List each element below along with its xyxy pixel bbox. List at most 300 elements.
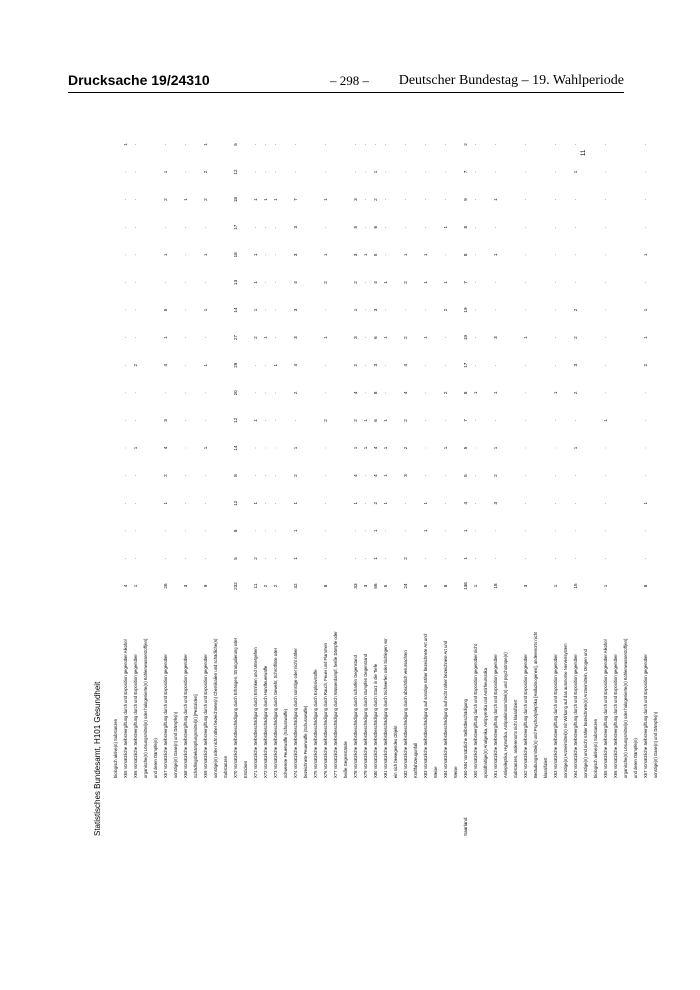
table-row	[223, 116, 233, 836]
table-cell: ·	[403, 226, 408, 228]
row-label: X83 Vorsätzliche Selbstbeschädigung auf sonstige näher bezeichnete Art und	[423, 634, 428, 778]
table-row	[503, 116, 513, 836]
table-cell: ·	[553, 171, 558, 173]
table-row	[453, 116, 463, 836]
table-row	[643, 116, 653, 836]
table-cell: 4	[373, 281, 378, 284]
table-row	[313, 116, 323, 836]
table-cell: ·	[383, 530, 388, 532]
table-cell: ·	[273, 309, 278, 311]
table-cell: ·	[553, 419, 558, 422]
table-cell: ·	[183, 226, 188, 228]
table-cell: 1	[473, 584, 478, 588]
table-cell: ·	[263, 226, 268, 228]
table-cell: ·	[423, 364, 428, 366]
row-label: X62 Vorsätzliche Selbstvergiftung durch und Exposition gegenüber	[523, 654, 528, 778]
table-cell: ·	[123, 226, 128, 228]
table-cell: ·	[203, 336, 208, 339]
table-cell: ·	[553, 281, 558, 284]
table-cell: ·	[133, 392, 138, 394]
table-cell: ·	[473, 336, 478, 339]
row-label: X67 Vorsätzliche Selbstvergiftung durch und Exposition gegenüber	[643, 654, 648, 778]
page-header	[68, 72, 624, 94]
table-cell: ·	[603, 226, 608, 228]
table-cell: ·	[553, 309, 558, 311]
table-cell: 2	[293, 391, 298, 395]
table-cell: ·	[643, 557, 648, 560]
table-cell: ·	[273, 336, 278, 339]
table-cell: 1	[353, 501, 358, 505]
table-row	[363, 116, 373, 836]
table-cell: ·	[203, 392, 208, 394]
table-cell: ·	[203, 419, 208, 422]
table-cell: ·	[603, 254, 608, 256]
table-cell: ·	[643, 474, 648, 477]
table-cell: ·	[443, 502, 448, 504]
row-label: X80 Vorsätzliche Selbstbeschädigung durch Sturz in die Tiefe	[373, 663, 378, 778]
table-row	[143, 116, 153, 836]
row-label: X71 Vorsätzliche Selbstbeschädigung durch Ertrinken und Untergehen	[253, 647, 258, 778]
row-label: X78 Vorsätzliche Selbstbeschädigung durch scharfen Gegenstand	[353, 655, 358, 778]
table-cell: ·	[573, 474, 578, 477]
table-cell: ·	[133, 419, 138, 422]
table-cell: ·	[423, 226, 428, 228]
table-row	[203, 116, 213, 836]
table-cell: ·	[523, 281, 528, 284]
table-cell: ·	[273, 226, 278, 228]
table-cell: ·	[263, 364, 268, 366]
table-cell: ·	[123, 530, 128, 532]
table-cell: 1	[383, 336, 388, 339]
row-label: X66 Vorsätzliche Selbstvergiftung durch und Exposition gegenüber	[133, 654, 138, 778]
table-cell: 8	[443, 584, 448, 588]
table-cell: ·	[383, 143, 388, 146]
table-cell: 15	[573, 583, 578, 589]
table-cell: 12	[233, 169, 238, 175]
table-cell: ·	[133, 474, 138, 477]
table-cell: 1	[363, 419, 368, 422]
table-cell: 2	[353, 419, 358, 422]
table-cell: ·	[323, 143, 328, 146]
table-cell: ·	[493, 226, 498, 228]
table-cell: ·	[123, 281, 128, 284]
table-cell: 1	[183, 198, 188, 201]
row-label: X65 Vorsätzliche Selbstvergiftung durch und Exposition gegenüber Alkohol	[603, 639, 608, 778]
table-cell: ·	[443, 364, 448, 366]
table-cell: ·	[573, 502, 578, 504]
table-cell: ·	[253, 226, 258, 228]
table-cell: 2	[353, 281, 358, 284]
table-cell: ·	[183, 557, 188, 560]
table-cell: ·	[323, 392, 328, 394]
table-row	[263, 116, 273, 836]
table-cell: ·	[203, 557, 208, 560]
table-cell: 1	[443, 446, 448, 450]
table-cell: ·	[523, 309, 528, 311]
table-cell: 1	[553, 391, 558, 395]
table-cell: 1	[323, 336, 328, 339]
table-row	[493, 116, 503, 836]
table-cell: ·	[273, 254, 278, 256]
table-row	[343, 116, 353, 836]
table-source-title: Statistisches Bundesamt, H101 Gesundheit	[93, 681, 102, 836]
table-cell: ·	[183, 281, 188, 284]
table-cell: ·	[323, 557, 328, 560]
table-cell: ·	[133, 502, 138, 504]
table-cell: 5	[423, 584, 428, 588]
table-cell: ·	[123, 502, 128, 504]
table-cell: ·	[423, 419, 428, 422]
table-cell: ·	[363, 392, 368, 394]
table-cell: ·	[183, 309, 188, 311]
table-cell: ·	[363, 364, 368, 366]
table-cell: ·	[403, 171, 408, 173]
table-cell: ·	[263, 309, 268, 311]
table-cell: 18	[233, 197, 238, 203]
table-cell: ·	[263, 171, 268, 173]
table-cell: ·	[473, 364, 478, 366]
table-cell: 2	[203, 170, 208, 174]
table-cell: 1	[383, 281, 388, 284]
table-cell: ·	[203, 530, 208, 532]
table-cell: ·	[293, 419, 298, 422]
table-cell: 29	[233, 362, 238, 368]
table-cell: 18	[493, 583, 498, 589]
table-cell: 3	[353, 336, 358, 339]
table-cell: ·	[553, 336, 558, 339]
table-cell: ·	[553, 530, 558, 532]
table-cell: 2	[403, 446, 408, 450]
table-cell: ·	[523, 557, 528, 560]
table-cell: ·	[133, 198, 138, 201]
table-cell: ·	[353, 171, 358, 173]
table-cell: ·	[573, 254, 578, 256]
table-cell: ·	[253, 474, 258, 477]
table-row	[613, 116, 623, 836]
table-cell: 1	[573, 446, 578, 450]
row-label: organische(n) Lösungsmittel(n) oder halogenierte(n) Kohlenwasserstoff(en)	[623, 638, 628, 778]
row-label: organische(n) Lösungsmittel(n) oder halogenierte(n) Kohlenwasserstoff(en)	[143, 638, 148, 778]
table-cell: 1	[373, 529, 378, 533]
table-cell: ·	[253, 392, 258, 394]
table-cell: ·	[123, 364, 128, 366]
table-cell: ·	[553, 447, 558, 449]
table-cell: ·	[163, 530, 168, 532]
table-cell: 1	[463, 529, 468, 533]
table-cell: 4	[163, 363, 168, 367]
table-cell: ·	[183, 171, 188, 173]
table-cell: ·	[183, 336, 188, 339]
table-cell: 3	[403, 474, 408, 477]
table-cell: ·	[443, 474, 448, 477]
table-cell: ·	[473, 281, 478, 284]
table-cell: ·	[523, 392, 528, 394]
table-cell: ·	[263, 143, 268, 146]
table-cell: ·	[203, 502, 208, 504]
table-cell: ·	[523, 502, 528, 504]
table-cell: ·	[163, 281, 168, 284]
row-label: Schädlingsbekämpfungsmittel(n) [Pestiziden]	[193, 694, 198, 778]
row-label: Weise	[453, 766, 458, 778]
table-cell: 1	[493, 198, 498, 201]
table-cell: 1	[373, 557, 378, 560]
table-cell: ·	[163, 143, 168, 146]
drucksache-number: Drucksache 19/24310	[68, 72, 210, 88]
table-cell: ·	[403, 502, 408, 504]
table-cell: ·	[203, 281, 208, 284]
table-cell: ·	[363, 336, 368, 339]
table-row	[123, 116, 133, 836]
table-cell: 7	[463, 419, 468, 422]
table-cell: ·	[263, 502, 268, 504]
table-cell: 2	[573, 336, 578, 339]
table-cell: 3	[353, 198, 358, 201]
table-cell: 3	[573, 363, 578, 367]
row-label: X60-X84 Vorsätzliche Selbstbeschädigung	[463, 699, 468, 778]
row-label: und deren Dämpfe(n)	[153, 738, 158, 778]
table-cell: ·	[473, 254, 478, 256]
table-cell: ·	[363, 474, 368, 477]
table-cell: ·	[603, 171, 608, 173]
table-cell: 1	[493, 253, 498, 257]
table-row	[403, 116, 413, 836]
table-cell: ·	[253, 447, 258, 449]
table-row	[113, 116, 123, 836]
row-label: X84 Vorsätzliche Selbstbeschädigung auf nicht näher bezeichnete Art und	[443, 640, 448, 778]
table-cell: ·	[123, 419, 128, 422]
table-row	[273, 116, 283, 836]
table-cell: ·	[133, 530, 138, 532]
table-cell: ·	[603, 447, 608, 449]
table-cell: 2	[263, 584, 268, 588]
table-cell: ·	[553, 254, 558, 256]
table-row	[393, 116, 403, 836]
table-cell: 4	[353, 391, 358, 395]
table-cell: ·	[423, 557, 428, 560]
table-cell: 2	[253, 336, 258, 339]
table-cell: 3	[293, 336, 298, 339]
table-cell: 1	[493, 446, 498, 450]
table-cell: ·	[133, 226, 138, 228]
table-cell: 2	[163, 474, 168, 477]
table-row	[573, 116, 583, 836]
table-cell: ·	[323, 530, 328, 532]
table-cell: ·	[493, 309, 498, 311]
table-cell: ·	[323, 474, 328, 477]
table-cell: 1	[423, 253, 428, 257]
table-cell: ·	[523, 226, 528, 228]
table-row	[333, 116, 343, 836]
table-cell: 14	[233, 307, 238, 313]
table-cell: ·	[293, 171, 298, 173]
table-cell: ·	[323, 447, 328, 449]
table-cell: 3	[293, 308, 298, 312]
table-row	[153, 116, 163, 836]
table-cell: ·	[553, 502, 558, 504]
table-cell: 1	[473, 391, 478, 395]
row-label: ein sich bewegendes Objekt	[393, 725, 398, 778]
table-cell: 1	[443, 281, 448, 284]
table-cell: ·	[263, 530, 268, 532]
table-cell: ·	[603, 474, 608, 477]
table-cell: ·	[383, 254, 388, 256]
table-cell: ·	[573, 419, 578, 422]
table-cell: 14	[233, 445, 238, 451]
table-cell: ·	[363, 198, 368, 201]
table-cell: 2	[403, 336, 408, 339]
table-cell: ·	[123, 254, 128, 256]
table-row	[243, 116, 253, 836]
table-cell: ·	[123, 557, 128, 560]
table-cell: 18	[233, 252, 238, 258]
table-cell: 11	[253, 583, 258, 589]
row-label: X82 Vorsätzliche Selbstbeschädigung durch absichtlich verursachten	[403, 650, 408, 778]
row-label: X60 Vorsätzliche Selbstvergiftung durch und Exposition gegenüber nicht	[473, 644, 478, 778]
table-cell: 2	[253, 557, 258, 560]
table-cell: ·	[273, 502, 278, 504]
table-cell: 7	[293, 198, 298, 201]
table-cell: 2	[643, 363, 648, 367]
table-cell: ·	[473, 226, 478, 228]
table-cell: ·	[473, 171, 478, 173]
table-row	[303, 116, 313, 836]
table-cell: 1	[203, 308, 208, 312]
table-cell: 2	[573, 391, 578, 395]
row-label: X67 Vorsätzliche Selbstvergiftung durch und Exposition gegenüber	[163, 654, 168, 778]
inner-page-number: 11	[581, 149, 587, 156]
table-cell: 1	[353, 446, 358, 450]
table-cell: 2	[273, 584, 278, 588]
table-cell: ·	[423, 171, 428, 173]
table-row	[373, 116, 383, 836]
table-cell: ·	[573, 281, 578, 284]
table-cell: ·	[273, 419, 278, 422]
table-cell: 1	[523, 336, 528, 339]
table-cell: 4	[403, 391, 408, 395]
table-cell: ·	[473, 198, 478, 201]
table-cell: ·	[643, 392, 648, 394]
table-row	[433, 116, 443, 836]
table-cell: ·	[263, 281, 268, 284]
table-cell: 3	[493, 336, 498, 339]
table-cell: 1	[373, 170, 378, 174]
table-cell: ·	[323, 502, 328, 504]
row-label: biologisch aktive(n) Substanzen	[113, 718, 118, 778]
table-cell: ·	[603, 557, 608, 560]
row-label: X75 Vorsätzliche Selbstbeschädigung durch Explosivstoffe	[313, 669, 318, 778]
table-cell: 232	[233, 582, 238, 590]
table-cell: 1	[273, 363, 278, 367]
table-cell: 1	[643, 253, 648, 257]
table-row	[253, 116, 263, 836]
table-cell: 1	[603, 419, 608, 422]
table-cell: ·	[383, 226, 388, 228]
table-cell: ·	[523, 198, 528, 201]
table-row	[283, 116, 293, 836]
table-cell: 8	[233, 529, 238, 533]
table-cell: ·	[133, 254, 138, 256]
row-label: Betäubungsmittel(n) und Psychodysleptika [Halluzinogenen], anderenorts nicht	[533, 631, 538, 778]
row-label: X77 Vorsätzliche Selbstbeschädigung durch Wasserdampf, heiße Dämpfe oder	[333, 631, 338, 778]
table-cell: ·	[163, 226, 168, 228]
table-cell: ·	[643, 419, 648, 422]
table-row	[293, 116, 303, 836]
table-cell: 3	[183, 584, 188, 588]
table-cell: 1	[253, 501, 258, 505]
table-cell: ·	[163, 392, 168, 394]
table-row	[623, 116, 633, 836]
table-cell: ·	[263, 254, 268, 256]
table-cell: 8	[233, 474, 238, 477]
table-cell: ·	[183, 502, 188, 504]
table-cell: 3	[293, 225, 298, 229]
table-cell: ·	[523, 143, 528, 146]
table-row	[553, 116, 563, 836]
table-cell: 1	[203, 143, 208, 146]
table-cell: 27	[233, 335, 238, 341]
table-cell: 1	[293, 529, 298, 533]
table-cell: ·	[263, 447, 268, 449]
table-cell: ·	[523, 171, 528, 173]
table-cell: ·	[443, 254, 448, 256]
table-cell: ·	[553, 474, 558, 477]
table-cell: 8	[463, 253, 468, 257]
table-cell: ·	[473, 502, 478, 504]
table-cell: 4	[293, 281, 298, 284]
table-cell: ·	[133, 143, 138, 146]
table-cell: ·	[643, 281, 648, 284]
table-cell: ·	[273, 392, 278, 394]
row-label: Weise	[433, 766, 438, 778]
row-label: X69 Vorsätzliche Selbstvergiftung durch und Exposition gegenüber	[203, 654, 208, 778]
table-cell: ·	[553, 364, 558, 366]
table-cell: 1	[423, 529, 428, 533]
row-label: Kraftfahrzeugunfall	[413, 742, 418, 778]
table-cell: ·	[493, 143, 498, 146]
table-cell: 1	[263, 336, 268, 339]
table-cell: 4	[463, 501, 468, 505]
table-cell: ·	[383, 557, 388, 560]
table-cell: 1	[363, 253, 368, 257]
rotated-table-page	[93, 116, 658, 836]
table-cell: 8	[463, 225, 468, 229]
table-cell: ·	[473, 419, 478, 422]
table-cell: ·	[553, 198, 558, 201]
table-cell: 1	[463, 557, 468, 560]
table-cell: ·	[363, 530, 368, 532]
table-cell: ·	[643, 447, 648, 449]
table-cell: ·	[133, 171, 138, 173]
table-cell: ·	[373, 143, 378, 146]
table-cell: 1	[293, 501, 298, 505]
table-cell: ·	[263, 419, 268, 422]
row-label: X63 Vorsätzliche Selbstvergiftung durch und Exposition gegenüber	[553, 654, 558, 778]
table-cell: ·	[573, 530, 578, 532]
table-cell: 8	[643, 584, 648, 588]
table-cell: 1	[123, 143, 128, 146]
table-row	[383, 116, 393, 836]
table-cell: ·	[363, 143, 368, 146]
table-cell: ·	[403, 309, 408, 311]
row-label: X79 Vorsätzliche Selbstbeschädigung durch stumpfen Gegenstand	[363, 653, 368, 778]
table-cell: ·	[363, 502, 368, 504]
table-row	[213, 116, 223, 836]
table-cell: 1	[203, 446, 208, 450]
table-cell: 2	[373, 501, 378, 505]
table-cell: ·	[383, 364, 388, 366]
row-label: X66 Vorsätzliche Selbstvergiftung durch und Exposition gegenüber	[613, 654, 618, 778]
table-cell: ·	[183, 419, 188, 422]
